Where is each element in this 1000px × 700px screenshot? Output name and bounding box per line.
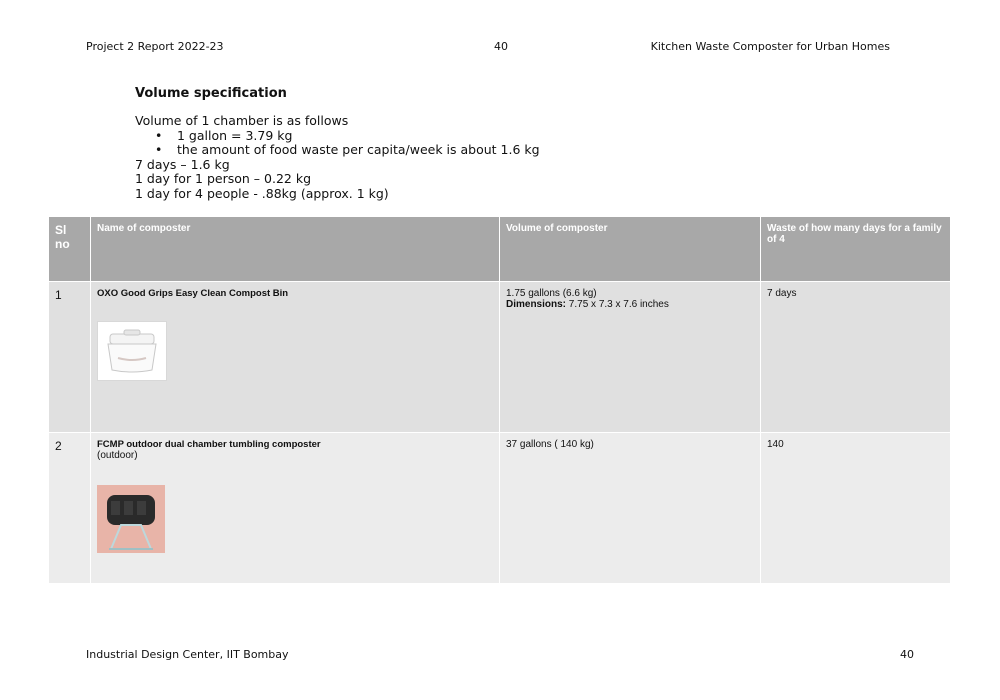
spec-intro: Volume of 1 chamber is as follows xyxy=(135,113,349,128)
tumbler-icon xyxy=(97,485,165,553)
dimensions-value: 7.75 x 7.3 x 7.6 inches xyxy=(566,299,669,310)
spec-bullet xyxy=(135,129,540,144)
row-number: 1 xyxy=(49,282,91,433)
bullet-icon: • xyxy=(155,127,163,143)
compost-bin-icon xyxy=(98,322,166,380)
spec-line: 1 day for 4 people - .88kg (approx. 1 kg) xyxy=(135,185,389,201)
table-row xyxy=(49,282,951,433)
days-cell: 7 days xyxy=(761,282,951,433)
table-header-row xyxy=(49,217,951,282)
product-subtitle: (outdoor) xyxy=(97,450,138,461)
header-page-number: 40 xyxy=(494,40,508,53)
spec-block xyxy=(135,114,540,201)
table-row xyxy=(49,433,951,584)
white-compost-bin-image xyxy=(97,321,167,381)
dimensions-label: Dimensions: xyxy=(506,299,567,310)
spec-bullet xyxy=(135,143,540,158)
volume-value: 1.75 gallons (6.6 kg) xyxy=(506,288,597,299)
row-number: 2 xyxy=(49,433,91,584)
col-header-days: Waste of how many days for a family of 4 xyxy=(761,217,951,282)
composter-table xyxy=(48,216,951,584)
spec-bullet-text: 1 gallon = 3.79 kg xyxy=(177,127,293,143)
product-name: FCMP outdoor dual chamber tumbling composter xyxy=(97,439,321,450)
col-header-name: Name of composter xyxy=(91,217,500,282)
spec-line: 1 day for 1 person – 0.22 kg xyxy=(135,171,312,186)
col-header-slno: Sl no xyxy=(49,217,91,282)
composter-name-cell xyxy=(91,433,500,584)
header-left: Project 2 Report 2022-23 xyxy=(86,40,224,53)
dimensions-line xyxy=(506,299,754,310)
spec-line: 7 days – 1.6 kg xyxy=(135,156,230,172)
header-right: Kitchen Waste Composter for Urban Homes xyxy=(650,40,890,53)
volume-cell xyxy=(500,282,761,433)
footer-left: Industrial Design Center, IIT Bombay xyxy=(86,648,289,661)
tumbling-composter-image xyxy=(97,485,165,553)
product-name: OXO Good Grips Easy Clean Compost Bin xyxy=(97,288,289,299)
days-cell: 140 xyxy=(761,433,951,584)
col-header-volume: Volume of composter xyxy=(500,217,761,282)
bullet-icon: • xyxy=(155,142,163,157)
composter-name-cell xyxy=(91,282,500,433)
spec-bullet-text: the amount of food waste per capita/week is about 1.6 kg xyxy=(177,142,540,157)
volume-cell: 37 gallons ( 140 kg) xyxy=(500,433,761,584)
section-heading: Volume specification xyxy=(135,86,287,101)
footer-page-number: 40 xyxy=(900,648,914,661)
